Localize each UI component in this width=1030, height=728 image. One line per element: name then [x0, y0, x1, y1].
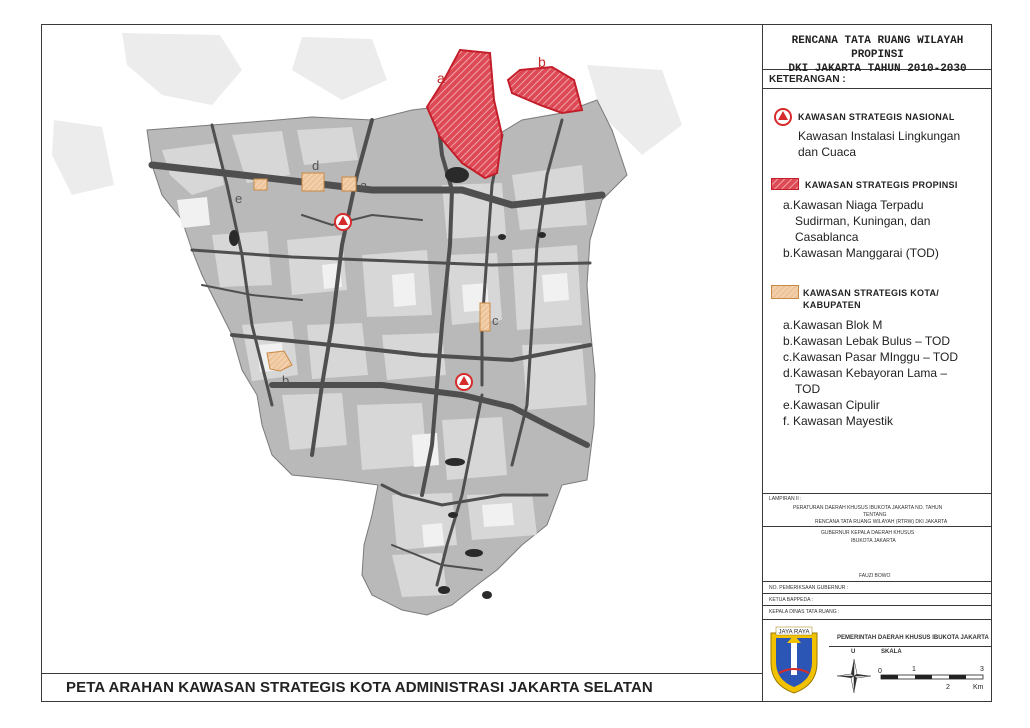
divider	[763, 526, 992, 527]
scale-bar	[877, 661, 989, 697]
lampiran-line-3: RENCANA TATA RUANG WILAYAH (RTRW) DKI JAKARTA	[815, 519, 948, 525]
label-provincial-b: b	[538, 54, 546, 70]
governor-line-1: GUBERNUR KEPALA DAERAH KHUSUS	[821, 530, 915, 536]
divider	[763, 88, 992, 89]
national-marker-icon	[773, 107, 793, 127]
map-area	[42, 25, 762, 673]
provincial-hatch-swatch	[771, 178, 799, 190]
agency-name: PEMERINTAH DAERAH KHUSUS IBUKOTA JAKARTA	[837, 635, 989, 641]
map-title: PETA ARAHAN KAWASAN STRATEGIS KOTA ADMINISTRASI JAKARTA SELATAN	[42, 673, 762, 701]
scale-tick-1: 1	[912, 666, 916, 673]
north-label: U	[851, 649, 856, 655]
divider	[763, 619, 992, 620]
label-city-b: b	[282, 373, 290, 388]
panel-title: RENCANA TATA RUANG WILAYAH PROPINSI DKI JAKARTA TAHUN 2010-2030	[763, 25, 992, 70]
governor-line-2: IBUKOTA JAKARTA	[851, 538, 896, 544]
scale-tick-2: 2	[946, 684, 950, 691]
jakarta-emblem-icon	[767, 625, 821, 695]
divider	[763, 605, 992, 606]
emblem-banner-text: JAYA RAYA	[778, 629, 810, 636]
scale-tick-3: 3	[980, 666, 984, 673]
city-area-a	[342, 177, 356, 191]
legend-city-items: a.Kawasan Blok M b.Kawasan Lebak Bulus – TOD c.Kawasan Pasar MInggu – TOD d.Kawasan Kebayoran Lama – TOD e.Kawasan Cipulir f. Kawasan Mayestik	[783, 318, 958, 428]
divider	[763, 493, 992, 494]
scale-label: SKALA	[881, 649, 902, 655]
label-city-e: e	[235, 191, 243, 206]
scale-tick-0: 0	[878, 668, 882, 675]
legend-national-heading: KAWASAN STRATEGIS NASIONAL	[798, 112, 955, 122]
north-arrow-icon	[835, 657, 873, 695]
legend-provincial-items: a.Kawasan Niaga Terpadu Sudirman, Kuningan, dan Casablanca b.Kawasan Manggarai (TOD)	[783, 198, 939, 260]
check-line-2: KETUA BAPPEDA :	[769, 597, 813, 603]
check-line-1: NO. PEMERIKSAAN GUBERNUR :	[769, 585, 849, 591]
scale-unit: Km	[973, 684, 984, 691]
divider	[763, 593, 992, 594]
legend-panel	[762, 25, 991, 701]
national-marker-2	[456, 374, 472, 390]
provincial-area-b	[508, 67, 582, 113]
legend-provincial-heading: KAWASAN STRATEGIS PROPINSI	[805, 180, 958, 190]
city-area-c	[480, 303, 490, 331]
divider	[763, 581, 992, 582]
city-area-d	[302, 173, 324, 191]
city-area-e	[254, 179, 267, 190]
label-city-d: d	[312, 158, 320, 173]
label-provincial-a: a	[437, 70, 445, 86]
keterangan-label: KETERANGAN :	[769, 74, 846, 85]
lampiran-line-1: PERATURAN DAERAH KHUSUS IBUKOTA JAKARTA NO. TAHUN	[793, 505, 943, 511]
district-map	[42, 25, 762, 673]
check-line-3: KEPALA DINAS TATA RUANG :	[769, 609, 840, 615]
governor-name: FAUZI BOWO	[859, 573, 891, 579]
label-city-a: a	[360, 178, 368, 193]
label-city-c: c	[492, 313, 499, 328]
lampiran-line-2: TENTANG	[863, 512, 887, 518]
lampiran-label: LAMPIRAN II :	[769, 496, 802, 502]
legend-national-items: Kawasan Instalasi Lingkungan dan Cuaca	[798, 129, 961, 159]
legend-city-heading: KAWASAN STRATEGIS KOTA/ KABUPATEN	[803, 288, 940, 310]
national-marker-1	[335, 214, 351, 230]
divider	[829, 646, 992, 647]
city-hatch-swatch	[771, 285, 799, 299]
